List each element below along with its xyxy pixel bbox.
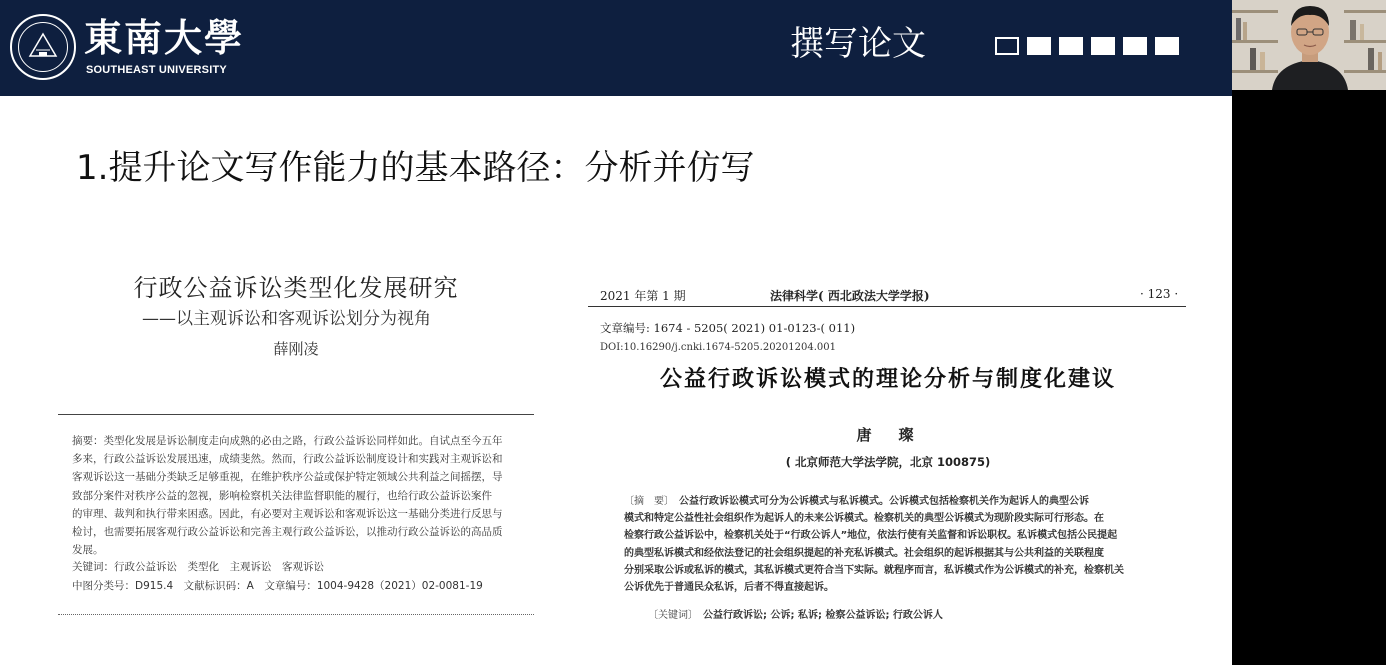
- slide-progress-indicator: [995, 37, 1179, 55]
- progress-step: [1155, 37, 1179, 55]
- keywords-text: 公益行政诉讼; 公诉; 私诉; 检察公益诉讼; 行政公诉人: [703, 610, 943, 621]
- presenter-avatar: [1232, 0, 1386, 90]
- paper-abstract: [624, 493, 1152, 596]
- paper-excerpt-right: [588, 280, 1188, 630]
- paper-title: 公益行政诉讼模式的理论分析与制度化建议: [659, 367, 1116, 392]
- section-title: 撰写论文: [790, 24, 926, 64]
- paper-title: 行政公益诉讼类型化发展研究: [133, 274, 459, 302]
- university-logo-text: 東南大學: [84, 15, 245, 60]
- university-logo-english: SOUTHEAST UNIVERSITY: [86, 64, 227, 76]
- university-seal-icon: [10, 14, 76, 80]
- paper-excerpt-left: [58, 264, 534, 624]
- abstract-line: 的典型私诉模式和经依法登记的社会组织提起的补充私诉模式。社会组织的起诉根据其与公共利益的关联程度: [624, 547, 1104, 559]
- abstract-line: 检讨，也需要拓展客观行政公益诉讼和完善主观行政公益诉讼，以推动行政公益诉讼的高品质: [72, 526, 503, 539]
- abstract-label: 〔摘 要〕: [624, 496, 669, 507]
- abstract-line: 发展。: [72, 544, 104, 557]
- progress-step: [1091, 37, 1115, 55]
- slide-heading: 1.提升论文写作能力的基本路径：分析并仿写: [76, 148, 755, 188]
- abstract-line: 公诉优先于普通民众私诉，后者不得直接起诉。: [624, 582, 834, 594]
- paper-subtitle: ——以主观诉讼和客观诉讼划分为视角: [142, 309, 431, 329]
- article-doi: DOI:10.16290/j.cnki.1674-5205.20201204.001: [600, 342, 836, 353]
- abstract-line: [624, 493, 1152, 510]
- journal-issue: 2021 年第 1 期: [600, 289, 686, 303]
- keywords-label: 〔关键词〕: [648, 610, 693, 621]
- paper-abstract: [72, 432, 528, 559]
- paper-keywords: [648, 606, 943, 621]
- article-number: 文章编号: 1674 - 5205( 2021) 01-0123-( 011): [600, 321, 856, 335]
- paper-author: 唐 璨: [856, 426, 920, 444]
- abstract-line: 分别采取公诉或私诉的模式，其私诉模式更符合当下实际。就程序而言，私诉模式作为公诉模式的补充，检察机关: [624, 564, 1124, 576]
- abstract-line: 客观诉讼这一基础分类缺乏足够重视，在维护秩序公益或保护特定领域公共利益之间摇摆，导: [72, 471, 503, 484]
- abstract-line: 多来，行政公益诉讼发展迅速，成绩斐然。然而，行政公益诉讼制度设计和实践对主观诉讼和: [72, 453, 503, 466]
- webcam-video-feed: [1232, 0, 1386, 90]
- progress-step: [1027, 37, 1051, 55]
- progress-step: [995, 37, 1019, 55]
- paper-author: 薛刚凌: [273, 340, 319, 358]
- paper-keywords: 关键词：行政公益诉讼 类型化 主观诉讼 客观诉讼: [72, 561, 324, 573]
- abstract-line: 检察行政公益诉讼中，检察机关处于“行政公诉人”地位，依法行使有关监督和诉讼职权。私诉模式包括公民提起: [624, 530, 1118, 542]
- progress-step: [1123, 37, 1147, 55]
- paper-affiliation: ( 北京师范大学法学院，北京 100875): [785, 455, 991, 469]
- journal-name: 法律科学( 西北政法大学学报): [770, 289, 930, 303]
- abstract-line: 模式和特定公益性社会组织作为起诉人的未来公诉模式。检察机关的典型公诉模式为现阶段实际可行形态。在: [624, 513, 1104, 525]
- progress-step: [1059, 37, 1083, 55]
- abstract-line: 摘要：类型化发展是诉讼制度走向成熟的必由之路，行政公益诉讼同样如此。自试点至今五年: [72, 435, 503, 447]
- page-number: · 123 ·: [1140, 287, 1179, 301]
- video-panel-background: [1232, 90, 1386, 665]
- slide-header: [0, 0, 1232, 96]
- divider: [58, 614, 534, 615]
- abstract-line-text: 公益行政诉讼模式可分为公诉模式与私诉模式。公诉模式包括检察机关作为起诉人的典型公诉: [679, 496, 1089, 507]
- divider: [588, 306, 1186, 307]
- abstract-line: 的审理、裁判和执行带来困惑。因此，有必要对主观诉讼和客观诉讼这一基础分类进行反思与: [72, 507, 503, 520]
- abstract-line: 致部分案件对秩序公益的忽视，影响检察机关法律监督职能的履行，也给行政公益诉讼案件: [72, 489, 492, 502]
- paper-classification: 中图分类号：D915.4 文献标识码：A 文章编号：1004-9428（2021）02-0081-19: [72, 580, 483, 592]
- divider: [58, 414, 534, 415]
